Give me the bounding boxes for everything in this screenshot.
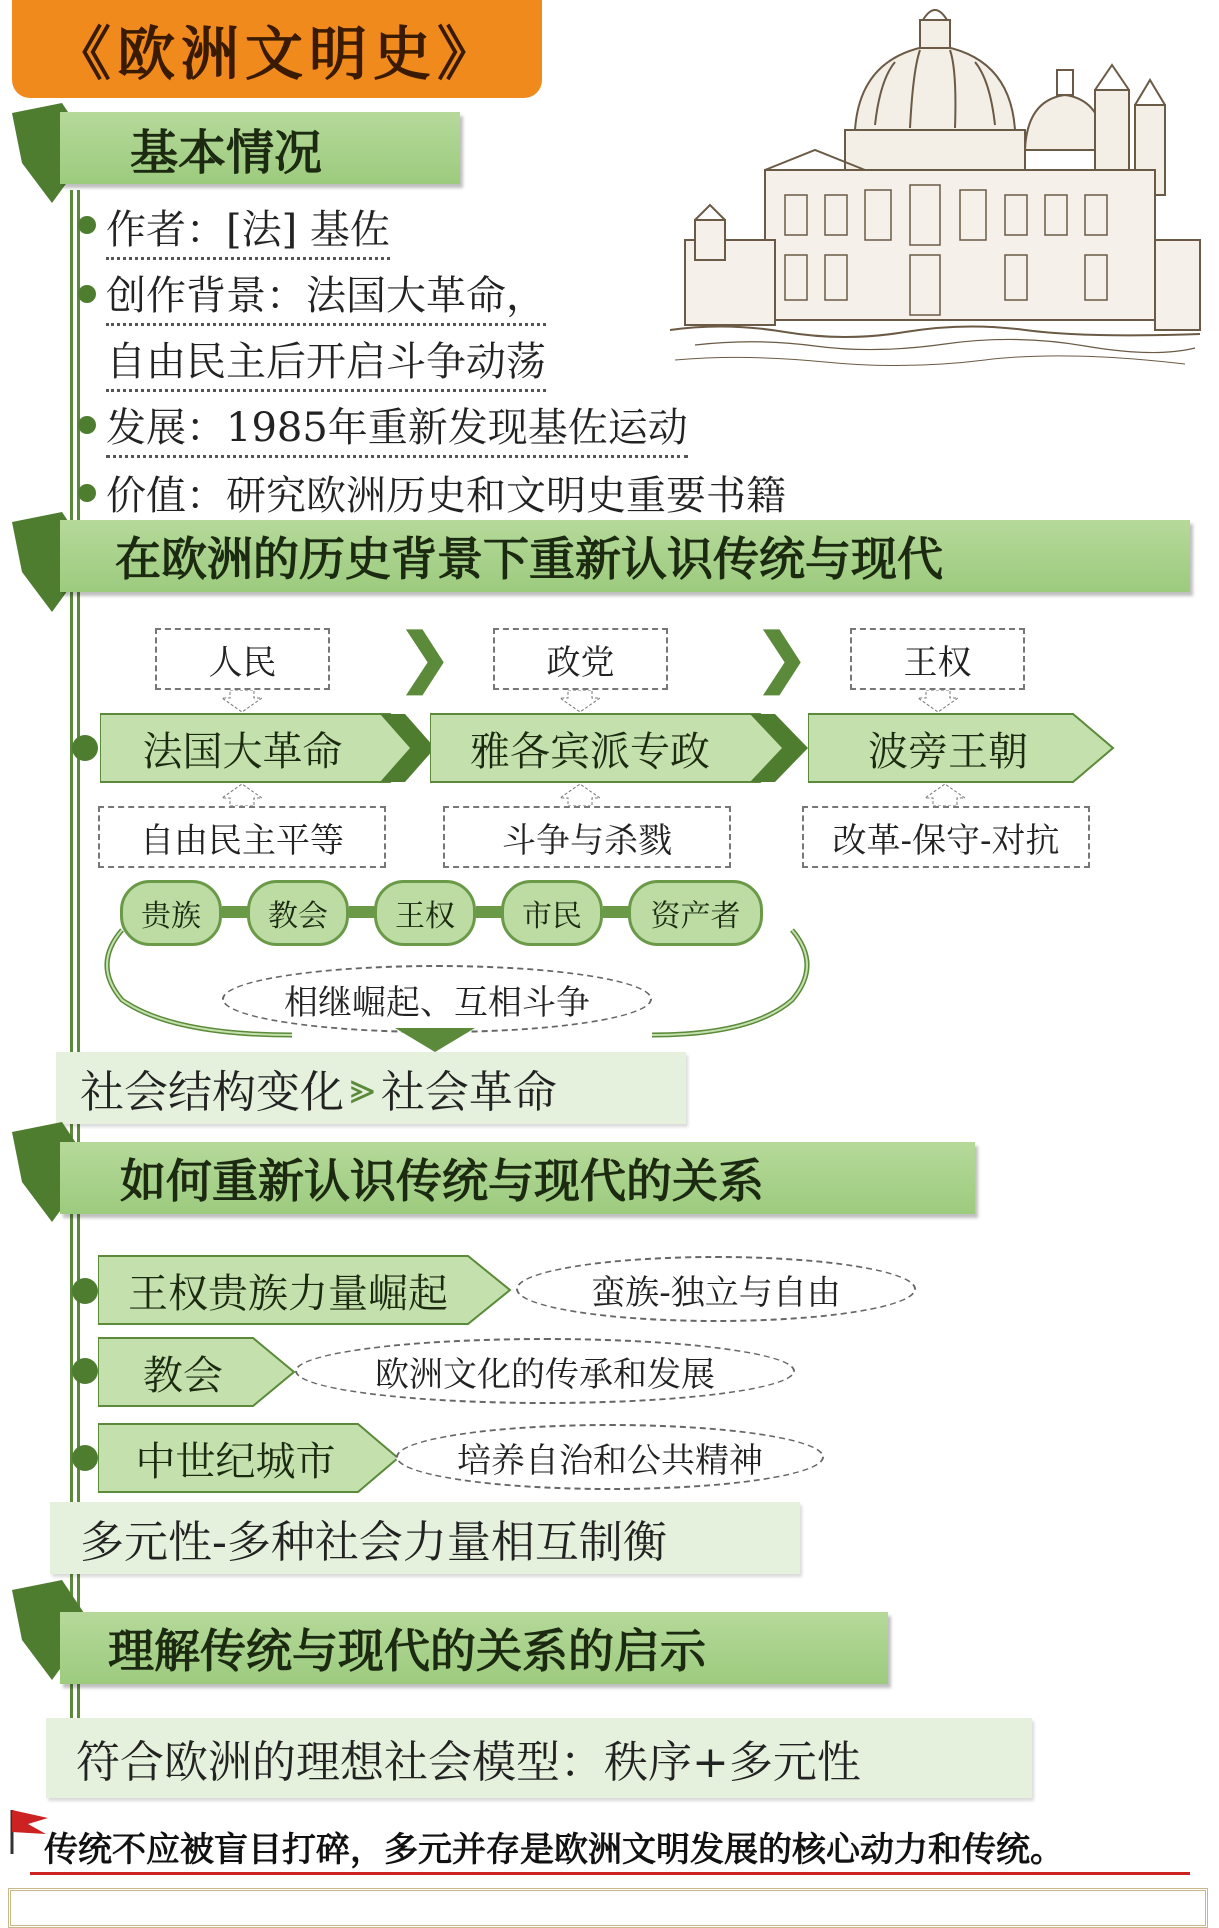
pill-connector bbox=[476, 906, 502, 918]
structure-change-right: 社会革命 bbox=[380, 1067, 557, 1118]
page-title: 《欧洲文明史》 bbox=[12, 0, 542, 98]
structure-change-bar bbox=[56, 1052, 686, 1124]
chevron-right-icon: ❯ bbox=[755, 620, 809, 695]
flow-top-box: 政党 bbox=[493, 628, 668, 690]
section-title: 理解传统与现代的关系的启示 bbox=[108, 1624, 706, 1678]
up-arrow-icon bbox=[925, 784, 965, 806]
structure-change-left: 社会结构变化 bbox=[80, 1067, 344, 1118]
conclusion-text: 传统不应被盲目打碎，多元并存是欧洲文明发展的核心动力和传统。 bbox=[44, 1830, 1064, 1870]
section-title: 在欧洲的历史背景下重新认识传统与现代 bbox=[115, 532, 943, 586]
flow-bottom-box: 自由民主平等 bbox=[98, 806, 386, 868]
down-arrow-icon bbox=[918, 690, 958, 712]
model-bar: 符合欧洲的理想社会模型：秩序+多元性 bbox=[46, 1718, 1032, 1798]
class-pill: 贵族 bbox=[120, 880, 222, 946]
relation-desc: 培养自治和公共精神 bbox=[396, 1424, 824, 1490]
down-arrow-icon bbox=[560, 690, 600, 712]
class-pill: 教会 bbox=[247, 880, 349, 946]
relation-label: 王权贵族力量崛起 bbox=[128, 1270, 448, 1317]
section-header-relations bbox=[60, 1142, 975, 1214]
author-text: 作者：[法] 基佐 bbox=[106, 198, 390, 260]
chevron-right-icon: ❯ bbox=[398, 620, 452, 695]
cycle-label: 相继崛起、互相斗争 bbox=[222, 965, 652, 1033]
pill-connector bbox=[222, 906, 248, 918]
section-title: 如何重新认识传统与现代的关系 bbox=[120, 1154, 764, 1208]
section-header-basic bbox=[60, 112, 460, 184]
bullet-dot bbox=[78, 285, 96, 303]
down-arrow-icon bbox=[222, 690, 262, 712]
bullet-dot bbox=[72, 1358, 98, 1384]
down-arrow-icon bbox=[395, 1028, 475, 1052]
section-title: 基本情况 bbox=[130, 124, 323, 181]
section-header-history bbox=[60, 520, 1190, 592]
background-text-cont: 自由民主后开启斗争动荡 bbox=[106, 330, 546, 392]
bullet-dot bbox=[78, 416, 96, 434]
relation-label: 中世纪城市 bbox=[135, 1438, 336, 1485]
background-text: 创作背景：法国大革命， bbox=[106, 264, 546, 326]
flow-top-box: 王权 bbox=[850, 628, 1025, 690]
flow-main-item: 波旁王朝 bbox=[868, 728, 1028, 775]
relation-label: 教会 bbox=[143, 1352, 223, 1399]
relation-desc: 蛮族-独立与自由 bbox=[516, 1256, 916, 1322]
bullet-dot bbox=[78, 216, 96, 234]
bullet-dot bbox=[72, 735, 98, 761]
bullet-dot bbox=[78, 484, 96, 502]
value-text: 价值：研究欧洲历史和文明史重要书籍 bbox=[106, 464, 786, 526]
up-arrow-icon bbox=[222, 784, 262, 806]
pill-connector bbox=[349, 906, 375, 918]
pill-connector bbox=[603, 906, 629, 918]
class-pill: 市民 bbox=[501, 880, 603, 946]
cathedral-illustration bbox=[665, 0, 1205, 375]
flow-main-item: 雅各宾派专政 bbox=[470, 728, 710, 775]
bullet-dot bbox=[72, 1278, 98, 1304]
bottom-frame bbox=[8, 1888, 1208, 1928]
flow-top-box: 人民 bbox=[155, 628, 330, 690]
pluralism-bar: 多元性-多种社会力量相互制衡 bbox=[50, 1502, 800, 1574]
relation-desc: 欧洲文化的传承和发展 bbox=[295, 1338, 795, 1404]
flow-main-item: 法国大革命 bbox=[142, 728, 343, 775]
section-header-insight bbox=[60, 1612, 888, 1684]
bottom-rule bbox=[30, 1872, 1190, 1875]
class-pill: 王权 bbox=[374, 880, 476, 946]
flow-bottom-box: 改革-保守-对抗 bbox=[802, 806, 1090, 868]
class-pill: 资产者 bbox=[628, 880, 763, 946]
development-text: 发展：1985年重新发现基佐运动 bbox=[106, 396, 688, 458]
bullet-dot bbox=[72, 1445, 98, 1471]
flow-bottom-box: 斗争与杀戮 bbox=[443, 806, 731, 868]
up-arrow-icon bbox=[560, 784, 600, 806]
chevron-right-icon: ⪢ bbox=[350, 1062, 375, 1114]
